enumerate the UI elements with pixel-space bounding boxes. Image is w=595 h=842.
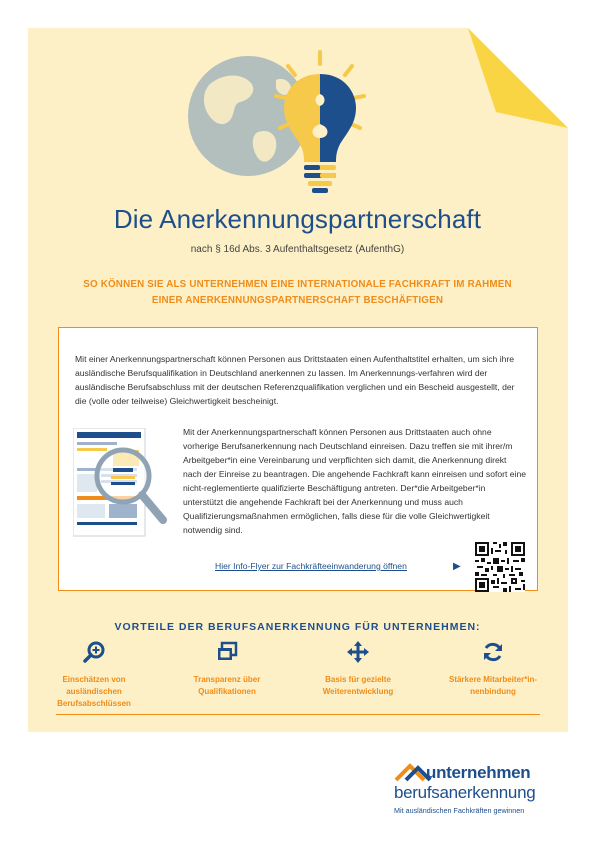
logo-tagline: Mit ausländischen Fachkräften gewinnen — [394, 806, 525, 815]
logo-line1: unternehmen — [426, 763, 531, 782]
benefits-title: VORTEILE DER BERUFSANERKENNUNG FÜR UNTERNEHMEN: — [114, 621, 481, 633]
move-arrows-icon — [346, 640, 370, 664]
body-paragraph: Mit der Anerkennungspartnerschaft können Personen aus Drittstaaten auch ohne vorherige Berufsanerkennung nach Deutschland einreisen. Dazu treffen sie mit ihrer/m Arbeitgeber*in eine Vereinbarung und verpflichten sich damit, die Anerkennung direkt nach der Einreise zu beantragen. Die angehende Fachkraft kann einreisen und sofort eine nicht-reglementierte qualifizierte Beschäftigung antreten. Der*die Arbeitgeber*in unterstützt die angehende Fachkraft bei der Anerkennung und muss auch Qualifizierungsmaßnahmen ermöglichen, falls diese für die volle Gleichwertigkeit notwendig sind. — [183, 427, 527, 535]
benefit-label: Stärkere Mitarbeiter*in-nenbindung — [448, 675, 538, 696]
intro-paragraph: Mit einer Anerkennungspartnerschaft können Personen aus Drittstaaten einen Aufenthaltstitel erhalten, um sich ihre ausländische Berufsqualifikation in Deutschland anerkennen zu lassen. Im Anerkennungs-verfahren wird der ausländische Berufsabschluss mit der deutschen Referenzqualifikation verglichen und ein Bescheid ausgestellt, der die (volle oder teilweise) Gleichwertigkeit bescheinigt. — [75, 354, 515, 406]
play-arrow-icon[interactable]: ▶ — [453, 561, 461, 572]
page-title: Die Anerkennungspartnerschaft — [113, 204, 482, 234]
folded-corner — [468, 28, 568, 128]
qr-code — [475, 542, 525, 592]
logo-line2: berufsanerkennung — [394, 783, 536, 802]
globe-lightbulb-illustration — [180, 44, 420, 204]
divider — [56, 714, 540, 715]
magnifier-plus-icon — [82, 640, 106, 664]
page-subtitle: nach § 16d Abs. 3 Aufenthaltsgesetz (AufenthG) — [190, 244, 405, 255]
flyer-link[interactable]: Hier Info-Flyer zur Fachkräfteeinwanderung öffnen — [215, 561, 407, 571]
benefit-label: Transparenz über Qualifikationen — [193, 675, 261, 696]
info-box — [58, 327, 538, 591]
windows-icon — [215, 640, 239, 664]
benefit-label: Einschätzen von ausländischen Berufsabschlüssen — [57, 675, 131, 708]
refresh-icon — [481, 640, 505, 664]
benefit-label: Basis für gezielte Weiterentwicklung — [322, 675, 394, 696]
headline: SO KÖNNEN SIE ALS UNTERNEHMEN EINE INTERNATIONALE FACHKRAFT IM RAHMEN EINER ANERKENNUNGSPARTNERSCHAFT BESCHÄFTIGEN — [83, 279, 512, 306]
flyer-magnifier-thumbnail[interactable] — [73, 428, 169, 556]
benefit-item — [172, 640, 282, 698]
benefit-item — [39, 640, 149, 710]
benefit-item — [303, 640, 413, 698]
benefit-item — [438, 640, 548, 698]
